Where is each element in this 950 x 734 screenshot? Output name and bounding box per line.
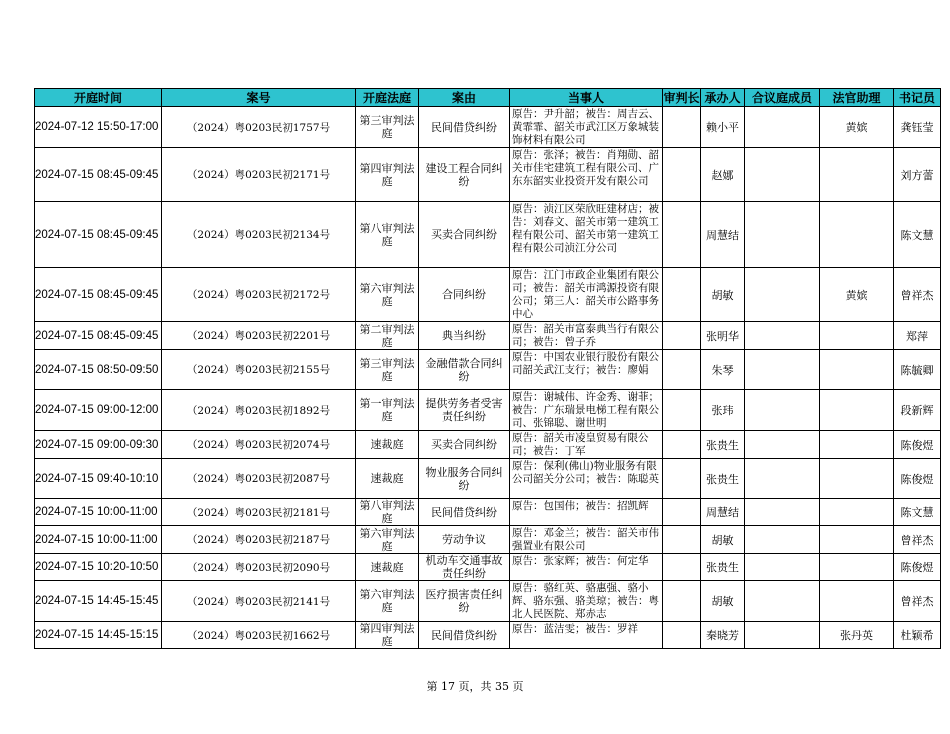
panel-members xyxy=(745,268,820,322)
courtroom xyxy=(356,554,419,581)
hearing-time: 2024-07-15 09:00-09:30 xyxy=(35,431,162,459)
header-clerk: 书记员 xyxy=(894,89,941,107)
table-row xyxy=(35,148,941,202)
clerk: 段新辉 xyxy=(894,390,941,431)
header-cause: 案由 xyxy=(419,89,510,107)
hearing-time: 2024-07-15 10:00-11:00 xyxy=(35,499,162,526)
hearing-time: 2024-07-15 09:40-10:10 xyxy=(35,459,162,499)
cause xyxy=(419,526,510,554)
header-hearing-time: 开庭时间 xyxy=(35,89,162,107)
parties xyxy=(510,350,663,390)
handler: 周慧结 xyxy=(701,202,745,268)
handler: 胡敏 xyxy=(701,526,745,554)
case-number: （2024）粤0203民初2172号 xyxy=(162,268,356,322)
cause xyxy=(419,622,510,649)
handler: 周慧结 xyxy=(701,499,745,526)
panel-members xyxy=(745,581,820,622)
case-number: （2024）粤0203民初2155号 xyxy=(162,350,356,390)
parties-text: 原告：包国伟；被告：招凯辉 xyxy=(512,500,649,512)
hearing-time: 2024-07-15 08:45-09:45 xyxy=(35,268,162,322)
judge-assistant: 张丹英 xyxy=(820,622,894,649)
handler: 张贵生 xyxy=(701,554,745,581)
clerk: 陈文慧 xyxy=(894,202,941,268)
case-number: （2024）粤0203民初2187号 xyxy=(162,526,356,554)
parties-text: 原告：江门市政企业集团有限公司；被告：韶关市鸿源投资有限公司；第三人：韶关市公路事务中心 xyxy=(512,269,659,320)
cause-text: 民间借贷纠纷 xyxy=(431,120,497,134)
courtroom xyxy=(356,499,419,526)
case-number: （2024）粤0203民初1757号 xyxy=(162,107,356,148)
courtroom-text: 速裁庭 xyxy=(370,472,404,485)
panel-members xyxy=(745,350,820,390)
parties xyxy=(510,390,663,431)
judge-assistant xyxy=(820,499,894,526)
parties-text: 原告：尹升韶；被告：周吉云、黄霏霏、韶关市武江区万象城装饰材料有限公司 xyxy=(512,108,659,146)
cause-text: 劳动争议 xyxy=(442,533,486,546)
handler: 张明华 xyxy=(701,322,745,350)
clerk: 曾祥杰 xyxy=(894,526,941,554)
case-number: （2024）粤0203民初2134号 xyxy=(162,202,356,268)
cause-text: 机动车交通事故责任纠纷 xyxy=(425,554,503,580)
page-number: 第 17 页，共 35 页 xyxy=(426,680,524,693)
clerk: 曾祥杰 xyxy=(894,581,941,622)
parties xyxy=(510,581,663,622)
table-row xyxy=(35,390,941,431)
clerk: 杜颖希 xyxy=(894,622,941,649)
panel-members xyxy=(745,322,820,350)
presiding-judge xyxy=(663,499,701,526)
presiding-judge xyxy=(663,107,701,148)
cause xyxy=(419,268,510,322)
presiding-judge xyxy=(663,322,701,350)
courtroom xyxy=(356,459,419,499)
case-number: （2024）粤0203民初2090号 xyxy=(162,554,356,581)
panel-members xyxy=(745,459,820,499)
parties xyxy=(510,526,663,554)
handler: 胡敏 xyxy=(701,268,745,322)
judge-assistant: 黄嫔 xyxy=(820,268,894,322)
parties-text: 原告：韶关市凌皇贸易有限公司；被告：丁军 xyxy=(512,432,649,457)
cause-text: 典当纠纷 xyxy=(442,329,486,342)
table-row xyxy=(35,202,941,268)
clerk: 陈俊煜 xyxy=(894,431,941,459)
courtroom-text: 第三审判法庭 xyxy=(359,356,415,383)
header-panel-members: 合议庭成员 xyxy=(745,89,820,107)
header-case-number: 案号 xyxy=(162,89,356,107)
clerk: 陈文慧 xyxy=(894,499,941,526)
table-row xyxy=(35,459,941,499)
cause-text: 物业服务合同纠纷 xyxy=(425,465,503,492)
courtroom xyxy=(356,322,419,350)
case-number: （2024）粤0203民初2074号 xyxy=(162,431,356,459)
hearing-time: 2024-07-12 15:50-17:00 xyxy=(35,107,162,148)
handler: 赖小平 xyxy=(701,107,745,148)
handler: 胡敏 xyxy=(701,581,745,622)
table-row xyxy=(35,554,941,581)
clerk: 陈俊煜 xyxy=(894,459,941,499)
judge-assistant xyxy=(820,526,894,554)
panel-members xyxy=(745,526,820,554)
panel-members xyxy=(745,554,820,581)
courtroom-text: 第六审判法庭 xyxy=(359,526,415,553)
hearing-time: 2024-07-15 09:00-12:00 xyxy=(35,390,162,431)
judge-assistant xyxy=(820,322,894,350)
cause-text: 金融借款合同纠纷 xyxy=(425,356,503,383)
courtroom xyxy=(356,350,419,390)
parties-text: 原告：张泽；被告：肖翔勋、韶关市佳宅建筑工程有限公司、广东东韶实业投资开发有限公司 xyxy=(512,149,659,187)
judge-assistant xyxy=(820,554,894,581)
courtroom-text: 速裁庭 xyxy=(370,438,404,451)
hearing-time: 2024-07-15 14:45-15:15 xyxy=(35,622,162,649)
presiding-judge xyxy=(663,350,701,390)
header-handler: 承办人 xyxy=(701,89,745,107)
courtroom xyxy=(356,581,419,622)
courtroom xyxy=(356,390,419,431)
case-number: （2024）粤0203民初1892号 xyxy=(162,390,356,431)
parties-text: 原告：浈江区荣欣旺建材店；被告：刘春文、韶关市第一建筑工程有限公司、韶关市第一建筑工程有限公司浈江分公司 xyxy=(512,203,659,254)
case-number: （2024）粤0203民初2181号 xyxy=(162,499,356,526)
parties xyxy=(510,554,663,581)
panel-members xyxy=(745,107,820,148)
parties-text: 原告：中国农业银行股份有限公司韶关武江支行；被告：廖娟 xyxy=(512,351,659,376)
table-row xyxy=(35,526,941,554)
parties xyxy=(510,202,663,268)
cause xyxy=(419,459,510,499)
cause-text: 民间借贷纠纷 xyxy=(431,505,497,519)
courtroom-text: 第六审判法庭 xyxy=(359,281,415,308)
presiding-judge xyxy=(663,268,701,322)
panel-members xyxy=(745,202,820,268)
courtroom-text: 第四审判法庭 xyxy=(359,161,415,188)
header-presiding-judge: 审判长 xyxy=(663,89,701,107)
table-row xyxy=(35,581,941,622)
courtroom-text: 第四审判法庭 xyxy=(359,622,415,648)
case-number: （2024）粤0203民初2171号 xyxy=(162,148,356,202)
parties xyxy=(510,499,663,526)
header-parties: 当事人 xyxy=(510,89,663,107)
parties-text: 原告：张家辉；被告：何定华 xyxy=(512,555,649,567)
cause xyxy=(419,581,510,622)
table-row xyxy=(35,431,941,459)
table-row xyxy=(35,499,941,526)
table-row xyxy=(35,322,941,350)
presiding-judge xyxy=(663,390,701,431)
panel-members xyxy=(745,622,820,649)
handler: 张贵生 xyxy=(701,431,745,459)
parties xyxy=(510,431,663,459)
hearing-time: 2024-07-15 08:45-09:45 xyxy=(35,322,162,350)
parties xyxy=(510,148,663,202)
parties xyxy=(510,622,663,649)
cause-text: 民间借贷纠纷 xyxy=(431,628,497,642)
cause-text: 买卖合同纠纷 xyxy=(431,438,497,451)
panel-members xyxy=(745,499,820,526)
presiding-judge xyxy=(663,622,701,649)
parties-text: 原告：骆红英、骆惠强、骆小辉、骆东强、骆美琼；被告：粤北人民医院、郑赤志 xyxy=(512,582,659,620)
header-row xyxy=(35,89,941,107)
parties xyxy=(510,322,663,350)
cause xyxy=(419,554,510,581)
judge-assistant xyxy=(820,431,894,459)
hearing-time: 2024-07-15 10:00-11:00 xyxy=(35,526,162,554)
courtroom xyxy=(356,202,419,268)
parties-text: 原告：谢城伟、许金秀、谢菲；被告：广东瑞景电梯工程有限公司、张锦聪、谢世明 xyxy=(512,391,659,429)
parties-text: 原告：蓝洁雯；被告：罗祥 xyxy=(512,623,638,635)
judge-assistant xyxy=(820,148,894,202)
presiding-judge xyxy=(663,431,701,459)
parties xyxy=(510,459,663,499)
cause xyxy=(419,499,510,526)
clerk: 龚钰莹 xyxy=(894,107,941,148)
cause-text: 合同纠纷 xyxy=(442,288,486,301)
courtroom-text: 第二审判法庭 xyxy=(359,322,415,349)
case-number: （2024）粤0203民初2087号 xyxy=(162,459,356,499)
panel-members xyxy=(745,390,820,431)
presiding-judge xyxy=(663,581,701,622)
case-number: （2024）粤0203民初1662号 xyxy=(162,622,356,649)
case-number: （2024）粤0203民初2201号 xyxy=(162,322,356,350)
clerk: 陈俊煜 xyxy=(894,554,941,581)
courtroom-text: 第一审判法庭 xyxy=(359,397,415,423)
header-courtroom: 开庭法庭 xyxy=(356,89,419,107)
cause xyxy=(419,431,510,459)
table-row xyxy=(35,622,941,649)
judge-assistant xyxy=(820,581,894,622)
presiding-judge xyxy=(663,148,701,202)
panel-members xyxy=(745,431,820,459)
judge-assistant xyxy=(820,202,894,268)
parties-text: 原告：保利(佛山)物业服务有限公司韶关分公司；被告：陈聪英 xyxy=(512,460,659,485)
judge-assistant xyxy=(820,350,894,390)
cause xyxy=(419,202,510,268)
table-row xyxy=(35,107,941,148)
courtroom xyxy=(356,431,419,459)
hearing-time: 2024-07-15 10:20-10:50 xyxy=(35,554,162,581)
handler: 张贵生 xyxy=(701,459,745,499)
courtroom-text: 速裁庭 xyxy=(370,560,404,574)
presiding-judge xyxy=(663,202,701,268)
courtroom xyxy=(356,107,419,148)
parties-text: 原告：邓金兰；被告：韶关市伟强置业有限公司 xyxy=(512,527,659,552)
hearing-time: 2024-07-15 08:50-09:50 xyxy=(35,350,162,390)
cause xyxy=(419,148,510,202)
handler: 张玮 xyxy=(701,390,745,431)
header-judge-assistant: 法官助理 xyxy=(820,89,894,107)
courtroom xyxy=(356,526,419,554)
parties-text: 原告：韶关市富泰典当行有限公司；被告：曾子乔 xyxy=(512,323,659,348)
courtroom xyxy=(356,148,419,202)
judge-assistant xyxy=(820,459,894,499)
cause xyxy=(419,107,510,148)
clerk: 陈毓卿 xyxy=(894,350,941,390)
case-number: （2024）粤0203民初2141号 xyxy=(162,581,356,622)
cause xyxy=(419,322,510,350)
clerk: 郑萍 xyxy=(894,322,941,350)
handler: 赵娜 xyxy=(701,148,745,202)
hearing-schedule-table xyxy=(34,88,941,649)
presiding-judge xyxy=(663,459,701,499)
cause-text: 医疗损害责任纠纷 xyxy=(425,588,503,614)
cause xyxy=(419,350,510,390)
courtroom-text: 第八审判法庭 xyxy=(359,499,415,525)
presiding-judge xyxy=(663,554,701,581)
panel-members xyxy=(745,148,820,202)
judge-assistant xyxy=(820,390,894,431)
courtroom-text: 第八审判法庭 xyxy=(359,221,415,248)
courtroom-text: 第六审判法庭 xyxy=(359,588,415,614)
hearing-time: 2024-07-15 08:45-09:45 xyxy=(35,202,162,268)
table-row xyxy=(35,350,941,390)
parties xyxy=(510,268,663,322)
handler: 朱琴 xyxy=(701,350,745,390)
cause-text: 提供劳务者受害责任纠纷 xyxy=(425,397,503,423)
clerk: 刘方蕾 xyxy=(894,148,941,202)
judge-assistant: 黄嫔 xyxy=(820,107,894,148)
presiding-judge xyxy=(663,526,701,554)
courtroom xyxy=(356,268,419,322)
parties xyxy=(510,107,663,148)
cause-text: 买卖合同纠纷 xyxy=(431,228,497,241)
hearing-time: 2024-07-15 14:45-15:45 xyxy=(35,581,162,622)
courtroom xyxy=(356,622,419,649)
cause xyxy=(419,390,510,431)
handler: 秦晓芳 xyxy=(701,622,745,649)
hearing-time: 2024-07-15 08:45-09:45 xyxy=(35,148,162,202)
table-row xyxy=(35,268,941,322)
clerk: 曾祥杰 xyxy=(894,268,941,322)
courtroom-text: 第三审判法庭 xyxy=(359,114,415,140)
cause-text: 建设工程合同纠纷 xyxy=(425,161,503,188)
